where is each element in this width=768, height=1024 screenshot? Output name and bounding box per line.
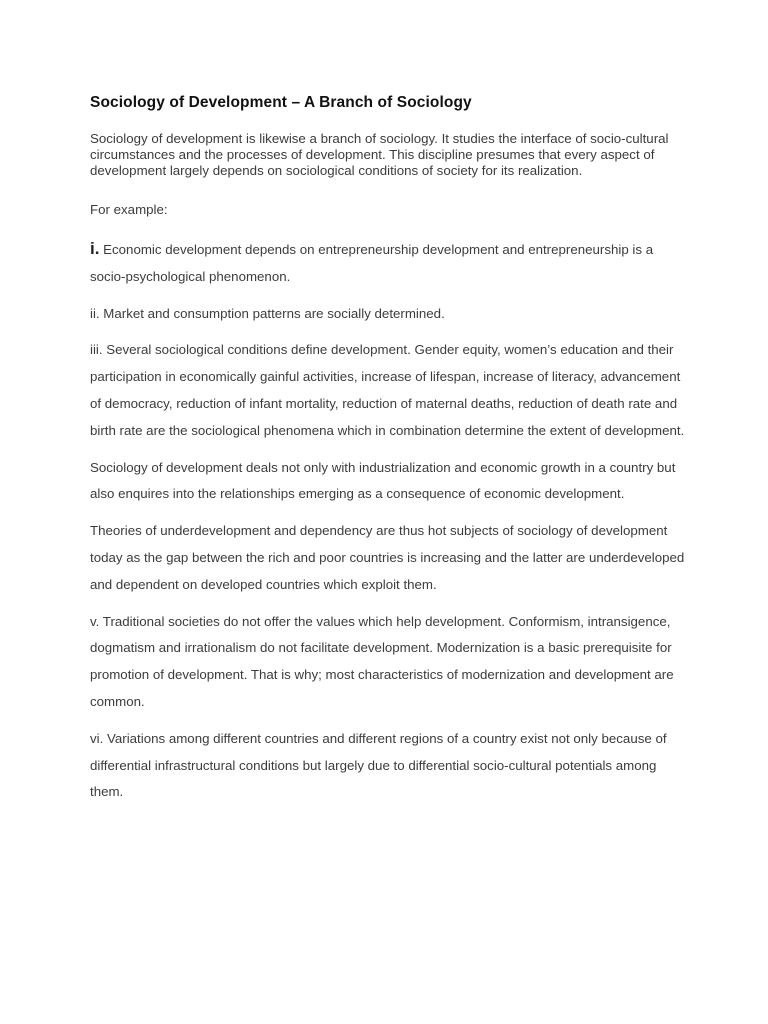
- document-title: Sociology of Development – A Branch of Sociology: [90, 94, 472, 111]
- example-label: For example:: [90, 202, 168, 217]
- paragraph-industrialization: Sociology of development deals not only with industrialization and economic growth in a country but also enquires into the relationships emerging as a consequence of economic development.: [90, 459, 676, 502]
- list-item-v: v. Traditional societies do not offer the values which help development. Conformism, intransigence, dogmatism and irrationalism do not facilitate development. Modernization is a basic prerequisite for promotion of development. That is why; most characteristics of modernization and development are common.: [90, 613, 674, 709]
- list-item-ii: ii. Market and consumption patterns are socially determined.: [90, 305, 445, 321]
- paragraph-theories: Theories of underdevelopment and dependency are thus hot subjects of sociology of development today as the gap between the rich and poor countries is increasing and the latter are underdeveloped and dependent on developed countries which exploit them.: [90, 523, 685, 592]
- list-item-i: [90, 236, 688, 291]
- list-item-i-numeral: i.: [90, 239, 100, 258]
- list-item-iii: iii. Several sociological conditions define development. Gender equity, women’s education and their participation in economically gainful activities, increase of lifespan, increase of literacy, advancement of democracy, reduction of infant mortality, reduction of maternal deaths, reduction of death rate and birth rate are the sociological phenomena which in combination determine the extent of development.: [90, 342, 685, 438]
- list-item-vi: vi. Variations among different countries and different regions of a country exist not only because of differential infrastructural conditions but largely due to differential socio-cultural potentials among them.: [90, 730, 667, 800]
- intro-paragraph: Sociology of development is likewise a branch of sociology. It studies the interface of socio-cultural circumstances and the processes of development. This discipline presumes that every aspect of development largely depends on sociological conditions of society for its realization.: [90, 131, 669, 178]
- list-item-i-text: Economic development depends on entrepreneurship development and entrepreneurship is a socio-psychological phenomenon.: [90, 242, 654, 284]
